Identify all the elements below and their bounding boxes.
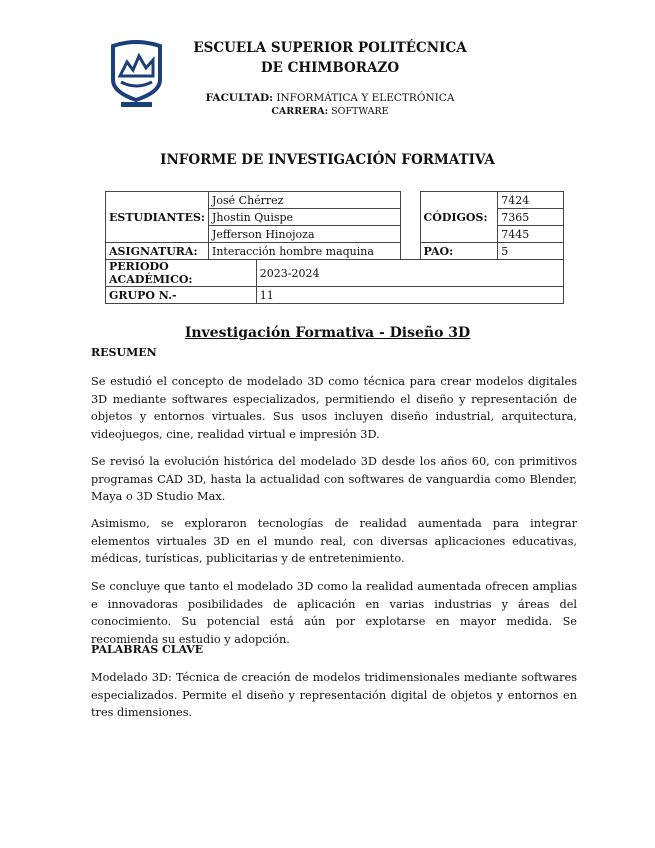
group-label: GRUPO N.- [106, 287, 257, 304]
student-3: Jefferson Hinojoza [208, 226, 400, 243]
summary-paragraph-4: Se concluye que tanto el modelado 3D como la realidad aumentada ofrecen amplias e innovadoras posibilidades de aplicación en varias industrias y áreas del conocimiento. Su potencial está aún por explotarse en mayor medida. Se recomienda su estudio y adopción. [91, 580, 577, 646]
code-1: 7424 [498, 192, 564, 209]
summary-paragraph-3: Asimismo, se exploraron tecnologías de realidad aumentada para integrar elementos virtuales 3D en el mundo real, con diversas aplicaciones educativas, médicas, turísticas, publicitarias y de entretenimiento. [91, 517, 577, 565]
subject-value: Interacción hombre maquina [208, 243, 400, 260]
group-value: 11 [256, 287, 563, 304]
keywords-heading: PALABRAS CLAVE [91, 643, 204, 656]
pao-value: 5 [498, 243, 564, 260]
summary-heading: RESUMEN [91, 346, 157, 359]
university-logo [109, 40, 164, 108]
period-value: 2023-2024 [256, 260, 563, 287]
summary-paragraph-1: Se estudió el concepto de modelado 3D como técnica para crear modelos digitales 3D mediante softwares especializados, permitiendo el diseño y representación de objetos y entornos virtuales. Sus usos incluyen diseño industrial, arquitectura, videojuegos, cine, realidad virtual e impresión 3D. [91, 375, 577, 441]
table-row [106, 243, 564, 260]
career-label: CARRERA: [271, 106, 329, 117]
pao-label: PAO: [420, 243, 498, 260]
faculty-line [185, 92, 475, 104]
student-info-table [105, 191, 564, 304]
table-spacer [401, 192, 420, 260]
subject-label: ASIGNATURA: [106, 243, 209, 260]
institution-name: ESCUELA SUPERIOR POLITÉCNICA DE CHIMBORAZO [193, 40, 467, 76]
summary-paragraph-2: Se revisó la evolución histórica del modelado 3D desde los años 60, con primitivos programas CAD 3D, hasta la actualidad con softwares de vanguardia como Blender, Maya o 3D Studio Max. [91, 455, 577, 503]
career-value: SOFTWARE [331, 106, 389, 117]
period-label: PERIODO ACADÉMICO: [106, 260, 257, 287]
faculty-value: INFORMÁTICA Y ELECTRÓNICA [276, 92, 455, 104]
table-row [106, 260, 564, 287]
codes-label: CÓDIGOS: [420, 192, 498, 243]
code-3: 7445 [498, 226, 564, 243]
code-2: 7365 [498, 209, 564, 226]
shield-emblem-icon [109, 40, 164, 108]
faculty-label: FACULTAD: [205, 92, 273, 104]
keywords-paragraph: Modelado 3D: Técnica de creación de modelos tridimensionales mediante softwares especializados. Permite el diseño y representación digital de objetos y entornos en tres dimensiones. [91, 671, 577, 719]
career-line [185, 106, 475, 117]
report-title: INFORME DE INVESTIGACIÓN FORMATIVA [160, 152, 495, 168]
student-2: Jhostin Quispe [208, 209, 400, 226]
section-heading: Investigación Formativa - Diseño 3D [184, 325, 471, 341]
table-row [106, 287, 564, 304]
table-row [106, 192, 564, 209]
student-1: José Chérrez [208, 192, 400, 209]
students-label: ESTUDIANTES: [106, 192, 209, 243]
